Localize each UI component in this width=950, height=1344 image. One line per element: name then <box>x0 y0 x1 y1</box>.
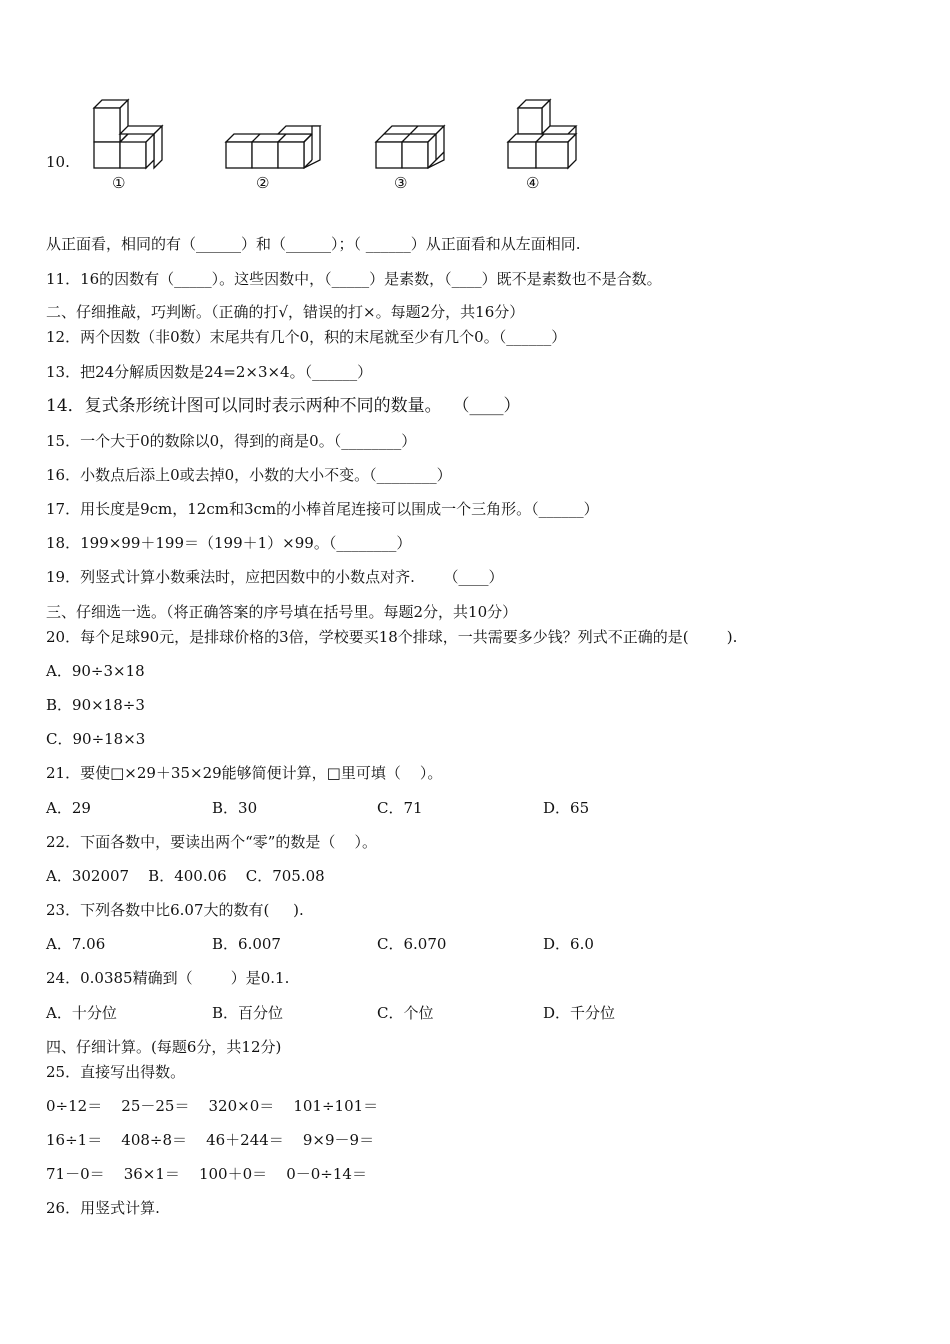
question-21-stem: 21．要使□×29＋35×29能够简便计算，□里可填（ ）。 <box>46 764 443 782</box>
question-22-stem: 22．下面各数中，要读出两个“零”的数是（ ）。 <box>46 833 377 851</box>
question-10-text: 从正面看，相同的有（______）和（______）；（ ______）从正面看和从左面相同. <box>46 235 581 253</box>
question-12: 12．两个因数（非0数）末尾共有几个0，积的末尾就至少有几个0。（______） <box>46 328 567 346</box>
section-3-heading: 三、仔细选一选。（将正确答案的序号填在括号里。每题2分，共10分） <box>46 603 518 621</box>
question-25-row-1: 0÷12＝ 25－25＝ 320×0＝ 101÷101＝ <box>46 1097 379 1115</box>
question-11: 11．16的因数有（_____）。这些因数中，（_____）是素数，（____）既不是素数也不是合数。 <box>46 270 662 288</box>
question-24-stem: 24．0.0385精确到（ ）是0.1. <box>46 969 290 987</box>
cube-figure-4-icon <box>508 100 576 168</box>
question-20-option-a: A．90÷3×18 <box>46 662 145 680</box>
question-21-option-d: D．65 <box>543 799 590 817</box>
question-14: 14．复式条形统计图可以同时表示两种不同的数量。 （____） <box>46 396 521 416</box>
section-2-heading: 二、仔细推敲，巧判断。（正确的打√，错误的打×。每题2分，共16分） <box>46 303 525 321</box>
question-25-row-3: 71－0＝ 36×1＝ 100＋0＝ 0－0÷14＝ <box>46 1165 367 1183</box>
question-24-option-a: A．十分位 <box>46 1004 117 1022</box>
figure-2-label: ② <box>256 174 270 192</box>
question-18: 18．199×99＋199＝（199＋1）×99。（________） <box>46 534 412 552</box>
cube-figure-2-icon <box>226 126 320 168</box>
question-21-option-b: B．30 <box>212 799 258 817</box>
question-10-number: 10. <box>46 153 70 171</box>
section-4-heading: 四、仔细计算。(每题6分，共12分) <box>46 1038 282 1056</box>
question-24-option-b: B．百分位 <box>212 1004 284 1022</box>
figure-3-label: ③ <box>394 174 408 192</box>
question-23-option-b: B．6.007 <box>212 935 281 953</box>
question-20-stem: 20．每个足球90元，是排球价格的3倍，学校要买18个排球，一共需要多少钱？列式不正确的是( ). <box>46 628 738 646</box>
question-20-option-c: C．90÷18×3 <box>46 730 146 748</box>
question-23-option-c: C．6.070 <box>377 935 447 953</box>
question-24-option-d: D．千分位 <box>543 1004 616 1022</box>
question-21-option-c: C．71 <box>377 799 423 817</box>
cube-figures-svg <box>46 96 606 196</box>
question-23-stem: 23．下列各数中比6.07大的数有( ). <box>46 901 304 919</box>
figure-1-label: ① <box>112 174 126 192</box>
question-23-option-d: D．6.0 <box>543 935 594 953</box>
cube-figures <box>46 96 606 196</box>
question-16: 16．小数点后添上0或去掉0，小数的大小不变。（________） <box>46 466 452 484</box>
question-25-row-2: 16÷1＝ 408÷8＝ 46＋244＝ 9×9－9＝ <box>46 1131 375 1149</box>
cube-figure-3-icon <box>376 126 444 168</box>
question-13: 13．把24分解质因数是24=2×3×4。（______） <box>46 363 373 381</box>
question-20-option-b: B．90×18÷3 <box>46 696 145 714</box>
question-17: 17．用长度是9cm，12cm和3cm的小棒首尾连接可以围成一个三角形。（______） <box>46 500 599 518</box>
question-24-option-c: C．个位 <box>377 1004 434 1022</box>
question-26: 26．用竖式计算. <box>46 1199 160 1217</box>
question-15: 15．一个大于0的数除以0，得到的商是0。（________） <box>46 432 417 450</box>
question-25-stem: 25．直接写出得数。 <box>46 1063 186 1081</box>
question-23-option-a: A．7.06 <box>46 935 106 953</box>
question-19: 19．列竖式计算小数乘法时，应把因数中的小数点对齐. （____） <box>46 568 504 586</box>
cube-figure-1-icon <box>94 100 162 168</box>
question-21-option-a: A．29 <box>46 799 91 817</box>
figure-4-label: ④ <box>526 174 540 192</box>
question-22-options: A．302007 B．400.06 C．705.08 <box>46 867 325 885</box>
